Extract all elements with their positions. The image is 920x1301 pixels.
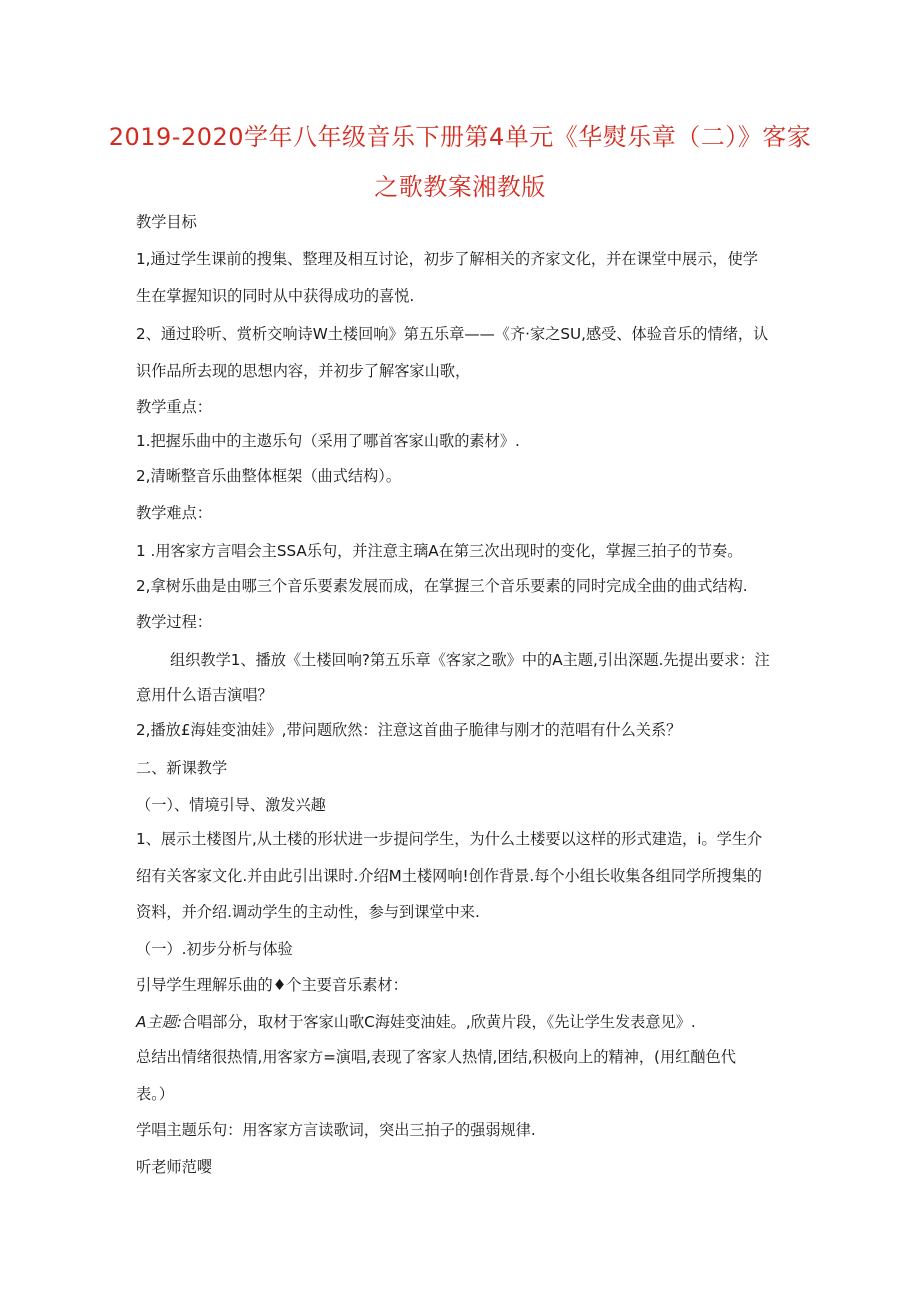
section-heading-key-points: 教学重点： [136,398,212,416]
a-theme-label: A主题: [136,1013,182,1031]
a-theme-text: 合唱部分，取材于客家山歌C海娃变油娃。,欣黄片段，《先让学生发表意见》. [181,1013,696,1031]
paragraph-line: 1、展示土楼图片,从土楼的形状进一步提问学生，为什么土楼要以这样的形式建造，i。学生介 [136,830,763,848]
paragraph-line: 1 .用客家方言唱会主SSA乐句，并注意主璃A在第三次出现时的变化，掌握三拍子的节奏。 [136,542,743,560]
paragraph-line: 生在掌握知识的同时从中获得成功的喜悦. [136,287,415,305]
paragraph-line: 总结出情绪很热情,用客家方=演唱,表现了客家人热情,团结,积极向上的精神，(用红酗色代 [136,1048,736,1066]
paragraph-line: 绍有关客家文化.并由此引出课时.介绍M土楼网响!创作背景.每个小组长收集各组同学所搜集的 [136,867,762,885]
subsection-heading: （一）.初步分析与体验 [136,940,293,958]
paragraph-line: 表。） [136,1085,174,1103]
document-title-line-2: 之歌教案湘教版 [374,173,546,201]
paragraph-line: 2,播放£海娃变油娃》,带问题欣然：注意这首曲子脆律与刚才的范唱有什么关系？ [136,721,682,739]
document-title-line-1: 2019-2020学年八年级音乐下册第4单元《华熨乐章（二）》客家 [108,123,812,151]
section-heading-difficulties: 教学难点： [136,504,212,522]
paragraph-line: 2,清晰整音乐曲整体框架（曲式结构）。 [136,467,402,485]
paragraph-line: 组织教学1、播放《土楼回响?第五乐章《客家之歌》中的A主题,引出深题.先提出要求：注 [170,651,770,669]
section-heading-objectives: 教学目标 [136,213,197,231]
paragraph-line: 2,拿树乐曲是由哪三个音乐要素发展而成，在掌握三个音乐要素的同时完成全曲的曲式结构. [136,577,748,595]
paragraph-line: 引导学生理解乐曲的♦个主要音乐素材： [136,976,408,994]
section-heading-new-lesson: 二、新课教学 [136,759,228,777]
paragraph-line: 学唱主题乐句：用客家方言读歌词，突出三拍子的强弱规律. [136,1121,536,1139]
paragraph-line: 1.把握乐曲中的主遨乐句（采用了哪首客家山歌的素材》. [136,432,520,450]
subsection-heading: （一）、情境引导、激发兴趣 [136,796,326,814]
paragraph-line-a-theme [136,1012,696,1032]
paragraph-line: 识作品所去现的思想内容，并初步了解客家山歌， [136,362,471,380]
paragraph-line: 听老师范嘤 [136,1158,212,1176]
paragraph-line: 资料，并介绍.调动学生的主动性，参与到课堂中来. [136,903,480,921]
paragraph-line: 1,通过学生课前的搜集、整理及相互讨论，初步了解相关的齐家文化，并在课堂中展示，使学 [136,250,758,268]
paragraph-line: 2、通过聆听、赏析交响诗W土楼回响》第五乐章——《齐·家之SU,感受、体验音乐的情绪，认 [136,325,769,343]
paragraph-line: 意用什么语吉演唱？ [136,686,273,704]
section-heading-process: 教学过程： [136,613,212,631]
